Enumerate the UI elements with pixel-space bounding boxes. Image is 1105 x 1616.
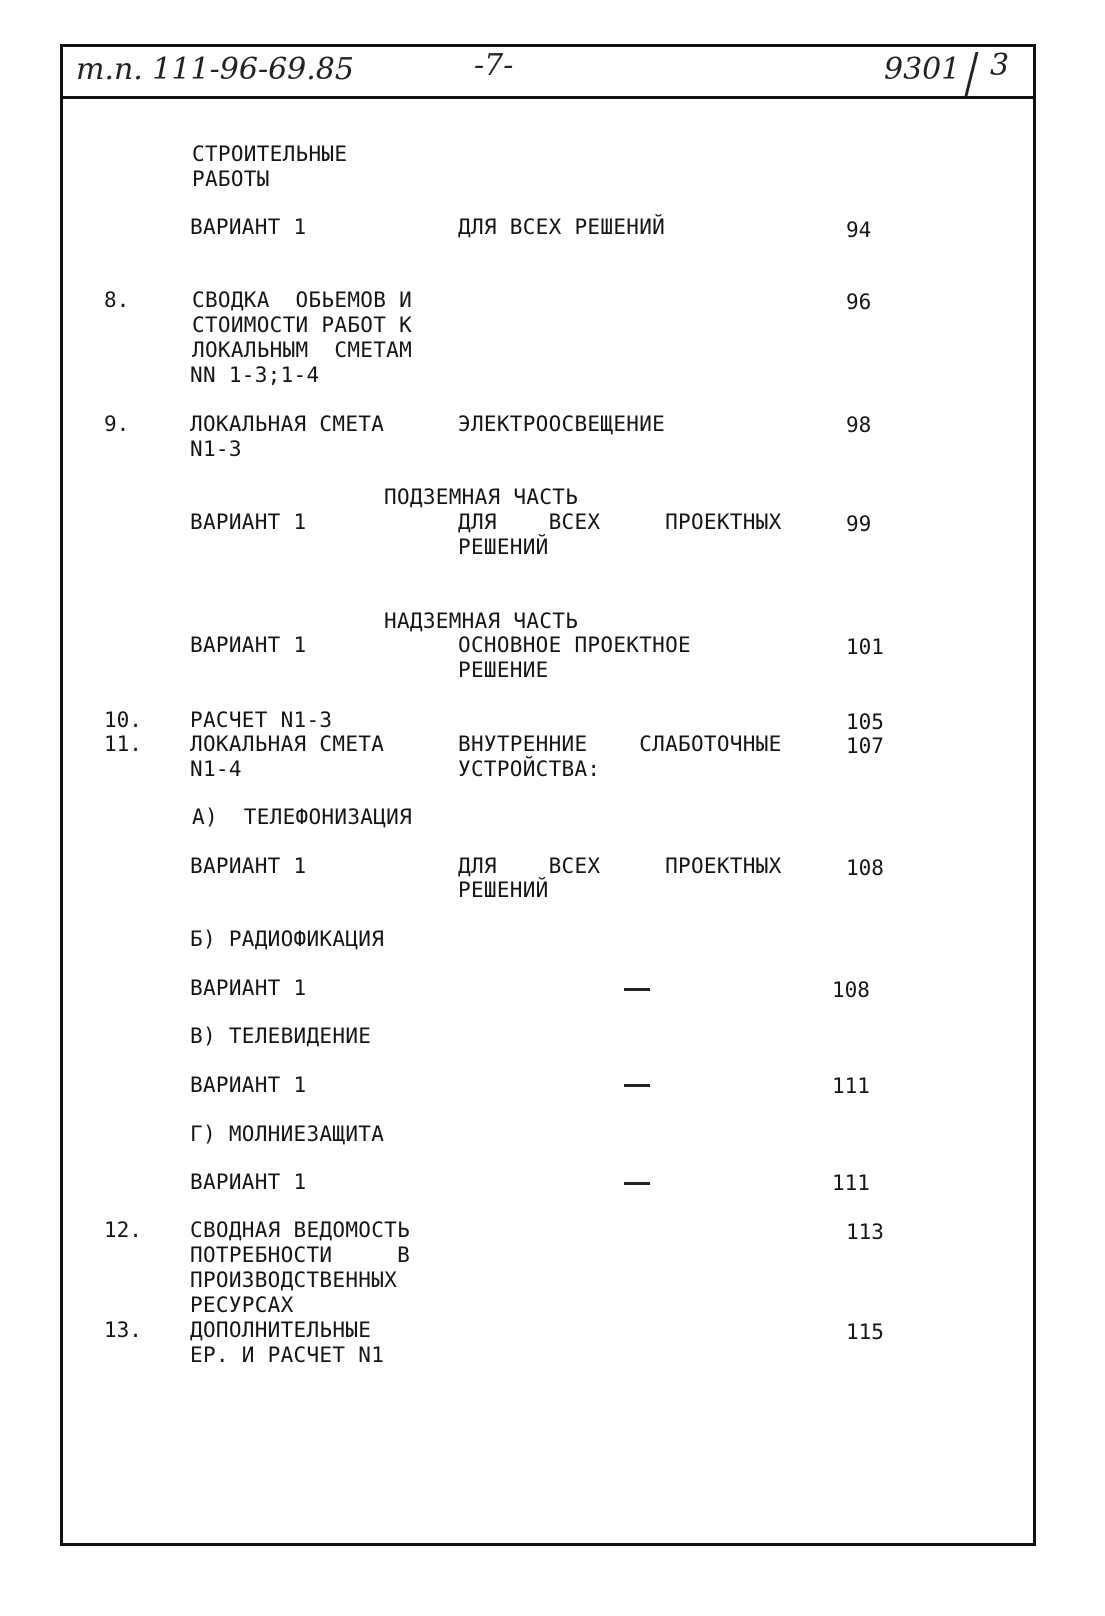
entry-12-line-4: РЕСУРСАХ — [190, 1293, 294, 1317]
build-page: 94 — [846, 218, 872, 242]
sub-b-page: 108 — [832, 978, 870, 1002]
entry-8-line-2: СТОИМОСТИ РАБОТ К — [192, 313, 413, 337]
entry-11-page: 107 — [846, 734, 884, 758]
sub-a-desc-2: РЕШЕНИЙ — [458, 878, 549, 902]
sub-a-heading: А) ТЕЛЕФОНИЗАЦИЯ — [192, 805, 413, 829]
aboveground-variant: ВАРИАНТ 1 — [190, 633, 307, 657]
entry-8-line-3: ЛОКАЛЬНЫМ СМЕТАМ — [192, 338, 413, 362]
build-heading-1: СТРОИТЕЛЬНЫЕ — [192, 142, 348, 166]
sub-d-heading: Г) МОЛНИЕЗАЩИТА — [190, 1122, 385, 1146]
sub-a-page: 108 — [846, 856, 884, 880]
entry-8-number: 8. — [104, 288, 130, 312]
entry-8-page: 96 — [846, 290, 872, 314]
sub-d-page: 111 — [832, 1171, 870, 1195]
entry-12-number: 12. — [104, 1218, 142, 1242]
sub-c-page: 111 — [832, 1074, 870, 1098]
entry-8-line-4: NN 1-3;1-4 — [190, 363, 320, 387]
aboveground-page: 101 — [846, 635, 884, 659]
header-divider — [60, 96, 1036, 99]
sub-a-variant: ВАРИАНТ 1 — [190, 854, 307, 878]
entry-13-line-2: ЕР. И РАСЧЕТ N1 — [190, 1343, 385, 1367]
aboveground-heading: НАДЗЕМНАЯ ЧАСТЬ — [384, 609, 579, 633]
entry-13-line-1: ДОПОЛНИТЕЛЬНЫЕ — [190, 1318, 372, 1342]
underground-heading: ПОДЗЕМНАЯ ЧАСТЬ — [384, 485, 579, 509]
aboveground-desc-2: РЕШЕНИЕ — [458, 658, 549, 682]
underground-desc-1: ДЛЯ ВСЕХ ПРОЕКТНЫХ — [458, 510, 782, 534]
build-variant: ВАРИАНТ 1 — [190, 215, 307, 239]
sheet-code: 9301 — [884, 52, 961, 87]
sub-a-desc-1: ДЛЯ ВСЕХ ПРОЕКТНЫХ — [458, 854, 782, 878]
sub-b-dash — [624, 988, 650, 991]
sheet-index: 3 — [990, 48, 1010, 83]
entry-9-desc: ЭЛЕКТРООСВЕЩЕНИЕ — [458, 412, 666, 436]
sub-c-heading: В) ТЕЛЕВИДЕНИЕ — [190, 1024, 372, 1048]
entry-12-page: 113 — [846, 1220, 884, 1244]
sub-d-dash — [624, 1182, 650, 1185]
build-desc: ДЛЯ ВСЕХ РЕШЕНИЙ — [458, 215, 666, 239]
entry-9-page: 98 — [846, 413, 872, 437]
entry-12-line-2: ПОТРЕБНОСТИ В — [190, 1243, 411, 1267]
entry-12-line-3: ПРОИЗВОДСТВЕННЫХ — [190, 1268, 398, 1292]
entry-12-line-1: СВОДНАЯ ВЕДОМОСТЬ — [190, 1218, 411, 1242]
underground-desc-2: РЕШЕНИЙ — [458, 535, 549, 559]
entry-13-page: 115 — [846, 1320, 884, 1344]
sub-b-variant: ВАРИАНТ 1 — [190, 976, 307, 1000]
entry-9-line-2: N1-3 — [190, 437, 242, 461]
entry-11-line-1: ЛОКАЛЬНАЯ СМЕТА — [190, 732, 385, 756]
entry-10-text: РАСЧЕТ N1-3 — [190, 708, 333, 732]
aboveground-desc-1: ОСНОВНОЕ ПРОЕКТНОЕ — [458, 633, 691, 657]
entry-9-line-1: ЛОКАЛЬНАЯ СМЕТА — [190, 412, 385, 436]
entry-11-line-2: N1-4 — [190, 757, 242, 781]
entry-10-number: 10. — [104, 708, 142, 732]
sub-d-variant: ВАРИАНТ 1 — [190, 1170, 307, 1194]
entry-11-number: 11. — [104, 732, 142, 756]
entry-9-number: 9. — [104, 412, 130, 436]
underground-page: 99 — [846, 512, 872, 536]
entry-11-desc-2: УСТРОЙСТВА: — [458, 757, 601, 781]
entry-11-desc-1: ВНУТРЕННИЕ СЛАБОТОЧНЫЕ — [458, 732, 782, 756]
project-code: т.п. 111-96-69.85 — [76, 52, 354, 87]
entry-8-line-1: СВОДКА ОБЬЕМОВ И — [192, 288, 413, 312]
entry-10-page: 105 — [846, 710, 884, 734]
build-heading-2: РАБОТЫ — [192, 167, 270, 191]
sub-b-heading: Б) РАДИОФИКАЦИЯ — [190, 927, 385, 951]
underground-variant: ВАРИАНТ 1 — [190, 510, 307, 534]
entry-13-number: 13. — [104, 1318, 142, 1342]
sub-c-variant: ВАРИАНТ 1 — [190, 1073, 307, 1097]
sub-c-dash — [624, 1084, 650, 1087]
page-number: -7- — [474, 48, 514, 83]
